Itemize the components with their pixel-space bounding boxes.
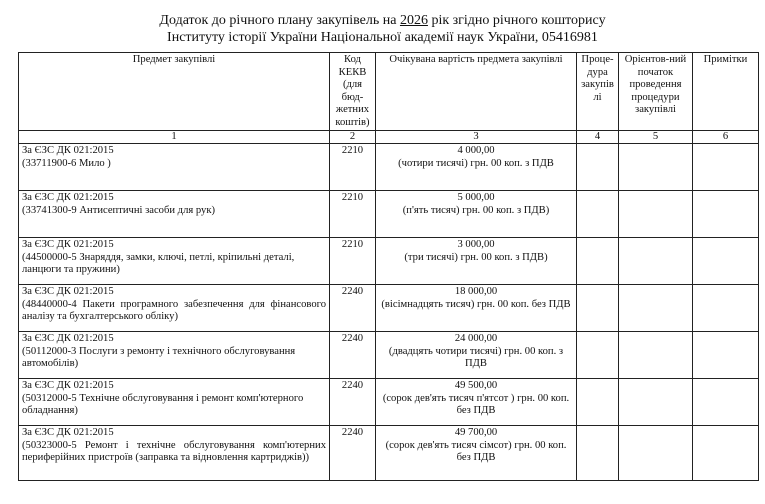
start-cell	[619, 144, 693, 191]
kekv-code-cell: 2210	[330, 144, 376, 191]
cost-amount: 4 000,00	[457, 145, 495, 156]
column-number: 5	[619, 131, 693, 144]
subject-description: (48440000-4 Пакети програмного забезпечення для фінансового аналізу та бухгалтерського обліку)	[22, 298, 326, 322]
subject-code-ref: За ЄЗС ДК 021:2015	[22, 380, 114, 391]
table-row	[19, 332, 759, 379]
cost-amount: 24 000,00	[454, 333, 498, 344]
subject-cell	[19, 191, 330, 238]
document-title	[0, 12, 765, 46]
kekv-code-cell: 2240	[330, 285, 376, 332]
subject-cell	[19, 238, 330, 285]
column-number: 4	[577, 131, 619, 144]
start-cell	[619, 426, 693, 481]
subject-cell	[19, 426, 330, 481]
cost-in-words: (три тисячі) грн. 00 коп. з ПДВ)	[404, 251, 548, 263]
kekv-code-cell: 2240	[330, 332, 376, 379]
table-row	[19, 285, 759, 332]
start-cell	[619, 191, 693, 238]
cost-in-words: (сорок дев'ять тисяч п'ятсот ) грн. 00 коп. без ПДВ	[382, 392, 570, 416]
kekv-code-cell: 2240	[330, 426, 376, 481]
table-header-row	[19, 53, 759, 131]
subject-code-ref: За ЄЗС ДК 021:2015	[22, 239, 114, 250]
subject-code-ref: За ЄЗС ДК 021:2015	[22, 192, 114, 203]
cost-cell	[376, 426, 577, 481]
subject-cell	[19, 285, 330, 332]
table-row	[19, 426, 759, 481]
kekv-code-cell: 2240	[330, 379, 376, 426]
start-cell	[619, 285, 693, 332]
header-notes: Примітки	[693, 53, 759, 131]
cost-amount: 49 700,00	[454, 427, 498, 438]
column-number: 2	[330, 131, 376, 144]
subject-description: (50323000-5 Ремонт і технічне обслуговування комп'ютерних периферійних пристроїв (заправка та відновлення картриджів))	[22, 439, 326, 463]
title-year: 2026	[399, 13, 428, 28]
cost-in-words: (двадцять чотири тисячі) грн. 00 коп. з ПДВ	[388, 345, 564, 369]
notes-cell	[693, 144, 759, 191]
start-cell	[619, 379, 693, 426]
notes-cell	[693, 332, 759, 379]
subject-description: (44500000-5 Знаряддя, замки, ключі, петлі, кріпильні деталі, ланцюги та пружини)	[22, 251, 295, 275]
cost-cell	[376, 285, 577, 332]
notes-cell	[693, 426, 759, 481]
notes-cell	[693, 191, 759, 238]
title-line-1	[0, 12, 765, 29]
subject-description: (50112000-3 Послуги з ремонту і технічного обслуговування автомобілів)	[22, 345, 296, 369]
cost-in-words: (п'ять тисяч) грн. 00 коп. з ПДВ)	[402, 204, 550, 216]
column-number-row	[19, 131, 759, 144]
subject-code-ref: За ЄЗС ДК 021:2015	[22, 333, 114, 344]
subject-description: (33741300-9 Антисептичні засоби для рук)	[22, 204, 216, 216]
cost-in-words: (вісімнадцять тисяч) грн. 00 коп. без ПДВ	[381, 298, 571, 310]
subject-cell	[19, 379, 330, 426]
subject-description: (33711900-6 Мило )	[22, 157, 111, 169]
title-line-2: Інституту історії України Національної академії наук України, 05416981	[167, 30, 598, 45]
subject-cell	[19, 144, 330, 191]
table-row	[19, 144, 759, 191]
subject-code-ref: За ЄЗС ДК 021:2015	[22, 145, 114, 156]
cost-amount: 18 000,00	[454, 286, 498, 297]
cost-cell	[376, 379, 577, 426]
table-row	[19, 191, 759, 238]
kekv-code-cell: 2210	[330, 238, 376, 285]
cost-in-words: (сорок дев'ять тисяч сімсот) грн. 00 коп. без ПДВ	[385, 439, 567, 463]
header-subject: Предмет закупівлі	[19, 53, 330, 131]
title-prefix: Додаток до річного плану закупівель на	[159, 13, 400, 28]
subject-code-ref: За ЄЗС ДК 021:2015	[22, 427, 114, 438]
table-row	[19, 238, 759, 285]
procedure-cell	[577, 285, 619, 332]
subject-code-ref: За ЄЗС ДК 021:2015	[22, 286, 114, 297]
kekv-code-cell: 2210	[330, 191, 376, 238]
cost-cell	[376, 191, 577, 238]
start-cell	[619, 238, 693, 285]
start-cell	[619, 332, 693, 379]
cost-amount: 49 500,00	[454, 380, 498, 391]
procurement-table	[18, 52, 759, 481]
cost-cell	[376, 144, 577, 191]
procedure-cell	[577, 379, 619, 426]
cost-cell	[376, 332, 577, 379]
notes-cell	[693, 379, 759, 426]
column-number: 3	[376, 131, 577, 144]
subject-description: (50312000-5 Технічне обслуговування і ремонт комп'ютерного обладнання)	[22, 392, 304, 416]
cost-in-words: (чотири тисячі) грн. 00 коп. з ПДВ	[398, 157, 554, 169]
column-number: 1	[19, 131, 330, 144]
procedure-cell	[577, 426, 619, 481]
header-code: Код КЕКВ (для бюд-жетних коштів)	[330, 53, 376, 131]
header-start: Орієнтов-ний початок проведення процедури закупівлі	[619, 53, 693, 131]
notes-cell	[693, 285, 759, 332]
subject-cell	[19, 332, 330, 379]
header-cost: Очікувана вартість предмета закупівлі	[376, 53, 577, 131]
table-row	[19, 379, 759, 426]
cost-cell	[376, 238, 577, 285]
procedure-cell	[577, 144, 619, 191]
procedure-cell	[577, 332, 619, 379]
procedure-cell	[577, 238, 619, 285]
cost-amount: 3 000,00	[457, 239, 495, 250]
header-procedure: Проце-дура закупів лі	[577, 53, 619, 131]
procedure-cell	[577, 191, 619, 238]
title-suffix: рік згідно річного кошторису	[427, 13, 606, 28]
notes-cell	[693, 238, 759, 285]
cost-amount: 5 000,00	[457, 192, 495, 203]
column-number: 6	[693, 131, 759, 144]
